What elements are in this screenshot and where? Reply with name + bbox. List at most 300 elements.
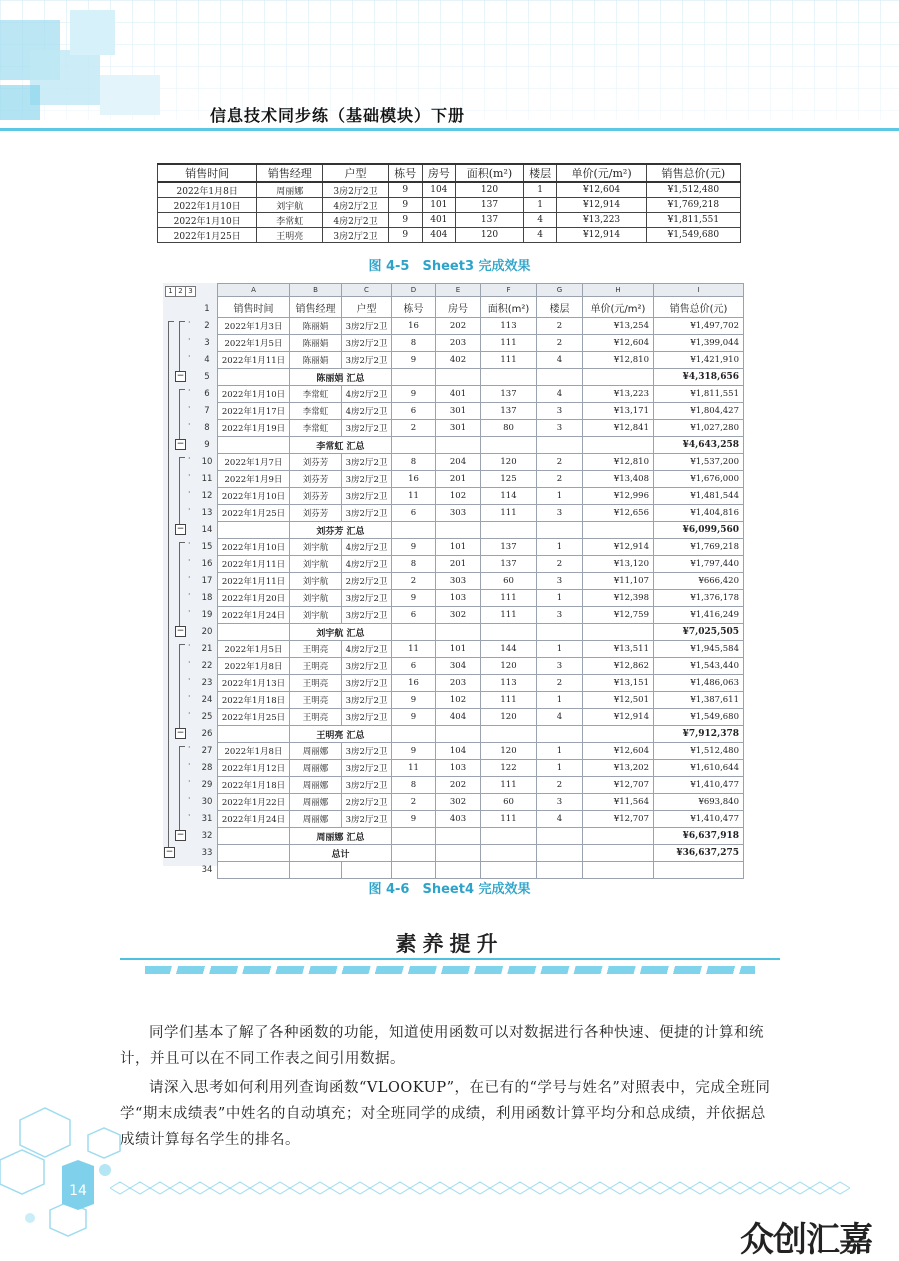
sheet-cell[interactable] xyxy=(537,624,583,641)
sheet-header-cell[interactable]: 销售经理 xyxy=(290,297,342,318)
sheet-cell[interactable] xyxy=(218,369,290,386)
subtotal-value[interactable]: ¥6,099,560 xyxy=(654,522,744,539)
sheet-cell[interactable]: 402 xyxy=(436,352,481,369)
sheet-cell[interactable]: ¥1,410,477 xyxy=(654,777,744,794)
sheet-cell[interactable]: 6 xyxy=(392,505,436,522)
sheet-cell[interactable]: ¥1,549,680 xyxy=(654,709,744,726)
sheet-cell[interactable]: 101 xyxy=(436,539,481,556)
sheet-cell[interactable]: 王明亮 xyxy=(290,675,342,692)
sheet-cell[interactable]: 2022年1月9日 xyxy=(218,471,290,488)
sheet-cell[interactable]: 3 xyxy=(537,505,583,522)
sheet-cell[interactable]: 111 xyxy=(481,590,537,607)
row-number[interactable]: 9 xyxy=(204,440,210,450)
row-number[interactable]: 22 xyxy=(201,661,213,671)
sheet-header-cell[interactable]: 面积(m²) xyxy=(481,297,537,318)
sheet-cell[interactable]: 2022年1月11日 xyxy=(218,573,290,590)
row-number[interactable]: 31 xyxy=(201,814,213,824)
sheet-cell[interactable]: 120 xyxy=(481,658,537,675)
sheet-cell[interactable] xyxy=(436,845,481,862)
sheet-cell[interactable]: 120 xyxy=(481,709,537,726)
sheet-cell[interactable]: 3房2厅2卫 xyxy=(342,692,392,709)
sheet-cell[interactable]: 4房2厅2卫 xyxy=(342,539,392,556)
sheet-cell[interactable]: ¥1,804,427 xyxy=(654,403,744,420)
sheet-cell[interactable] xyxy=(392,624,436,641)
sheet-cell[interactable]: 4房2厅2卫 xyxy=(342,386,392,403)
sheet-cell[interactable]: 3房2厅2卫 xyxy=(342,488,392,505)
subtotal-value[interactable]: ¥6,637,918 xyxy=(654,828,744,845)
sheet-cell[interactable]: ¥12,398 xyxy=(583,590,654,607)
sheet-cell[interactable]: 2022年1月5日 xyxy=(218,335,290,352)
sheet-cell[interactable] xyxy=(392,437,436,454)
sheet-cell[interactable] xyxy=(218,437,290,454)
sheet-cell[interactable] xyxy=(481,624,537,641)
sheet-cell[interactable] xyxy=(654,862,744,879)
sheet-cell[interactable]: 2022年1月18日 xyxy=(218,692,290,709)
sheet-cell[interactable]: 3房2厅2卫 xyxy=(342,352,392,369)
row-number[interactable]: 8 xyxy=(204,423,210,433)
sheet-cell[interactable]: 60 xyxy=(481,573,537,590)
sheet-cell[interactable]: 203 xyxy=(436,675,481,692)
sheet-cell[interactable]: ¥13,151 xyxy=(583,675,654,692)
sheet-cell[interactable]: 3房2厅2卫 xyxy=(342,709,392,726)
sheet-cell[interactable]: 2022年1月10日 xyxy=(218,488,290,505)
subtotal-label[interactable]: 刘宇航 汇总 xyxy=(290,624,392,641)
sheet-cell[interactable] xyxy=(436,862,481,879)
subtotal-value[interactable]: ¥4,643,258 xyxy=(654,437,744,454)
subtotal-value[interactable]: ¥4,318,656 xyxy=(654,369,744,386)
sheet-cell[interactable]: 111 xyxy=(481,777,537,794)
row-number[interactable]: 27 xyxy=(201,746,213,756)
row-number[interactable]: 33 xyxy=(201,848,213,858)
sheet-cell[interactable]: 陈丽娟 xyxy=(290,335,342,352)
sheet-cell[interactable] xyxy=(537,437,583,454)
sheet-cell[interactable]: 刘芬芳 xyxy=(290,454,342,471)
column-letter[interactable]: E xyxy=(436,284,481,297)
sheet-cell[interactable]: 3房2厅2卫 xyxy=(342,454,392,471)
row-number[interactable]: 4 xyxy=(204,355,210,365)
sheet-cell[interactable]: 刘芬芳 xyxy=(290,471,342,488)
row-number[interactable]: 11 xyxy=(201,474,213,484)
sheet-cell[interactable]: 王明亮 xyxy=(290,641,342,658)
sheet-cell[interactable]: 1 xyxy=(537,641,583,658)
sheet-header-cell[interactable]: 房号 xyxy=(436,297,481,318)
sheet-cell[interactable]: 2022年1月25日 xyxy=(218,709,290,726)
row-number[interactable]: 10 xyxy=(201,457,213,467)
sheet-cell[interactable] xyxy=(342,862,392,879)
sheet-cell[interactable]: ¥1,543,440 xyxy=(654,658,744,675)
sheet-cell[interactable]: 302 xyxy=(436,607,481,624)
sheet-cell[interactable]: 3 xyxy=(537,573,583,590)
sheet-cell[interactable]: 2022年1月11日 xyxy=(218,352,290,369)
sheet-cell[interactable]: 2022年1月24日 xyxy=(218,607,290,624)
sheet-header-cell[interactable]: 楼层 xyxy=(537,297,583,318)
sheet-cell[interactable]: ¥12,707 xyxy=(583,777,654,794)
sheet-cell[interactable]: 6 xyxy=(392,607,436,624)
sheet-cell[interactable]: ¥12,810 xyxy=(583,454,654,471)
sheet-cell[interactable]: ¥1,416,249 xyxy=(654,607,744,624)
column-letter[interactable]: F xyxy=(481,284,537,297)
sheet-cell[interactable] xyxy=(481,845,537,862)
sheet-cell[interactable]: ¥1,404,816 xyxy=(654,505,744,522)
sheet-cell[interactable]: ¥693,840 xyxy=(654,794,744,811)
sheet-cell[interactable]: 王明亮 xyxy=(290,658,342,675)
sheet-cell[interactable]: 404 xyxy=(436,709,481,726)
outline-level-button[interactable]: 2 xyxy=(175,286,186,297)
subtotal-value[interactable]: ¥7,025,505 xyxy=(654,624,744,641)
collapse-group-button[interactable]: − xyxy=(176,524,185,534)
sheet-header-cell[interactable]: 销售时间 xyxy=(218,297,290,318)
row-number[interactable]: 23 xyxy=(201,678,213,688)
sheet-cell[interactable]: ¥1,399,044 xyxy=(654,335,744,352)
sheet-cell[interactable]: 2022年1月8日 xyxy=(218,658,290,675)
subtotal-label[interactable]: 王明亮 汇总 xyxy=(290,726,392,743)
sheet-cell[interactable]: ¥1,027,280 xyxy=(654,420,744,437)
sheet-cell[interactable]: ¥666,420 xyxy=(654,573,744,590)
sheet-cell[interactable]: 刘宇航 xyxy=(290,590,342,607)
sheet-cell[interactable]: 3 xyxy=(537,420,583,437)
sheet-cell[interactable]: 8 xyxy=(392,335,436,352)
row-number[interactable]: 2 xyxy=(204,321,210,331)
sheet-cell[interactable]: 4 xyxy=(537,811,583,828)
row-number[interactable]: 6 xyxy=(204,389,210,399)
sheet-cell[interactable] xyxy=(218,845,290,862)
sheet-cell[interactable]: 2022年1月17日 xyxy=(218,403,290,420)
sheet-cell[interactable]: 2022年1月20日 xyxy=(218,590,290,607)
sheet-cell[interactable] xyxy=(481,726,537,743)
sheet-cell[interactable]: 2 xyxy=(537,556,583,573)
sheet-cell[interactable]: 刘芬芳 xyxy=(290,488,342,505)
sheet-cell[interactable]: 120 xyxy=(481,454,537,471)
row-number[interactable]: 19 xyxy=(201,610,213,620)
row-number[interactable]: 21 xyxy=(201,644,213,654)
sheet-cell[interactable] xyxy=(583,369,654,386)
sheet-cell[interactable] xyxy=(481,522,537,539)
sheet-cell[interactable]: 1 xyxy=(537,692,583,709)
sheet-cell[interactable]: 301 xyxy=(436,403,481,420)
sheet-cell[interactable]: 3房2厅2卫 xyxy=(342,811,392,828)
outline-level-button[interactable]: 3 xyxy=(185,286,196,297)
sheet-cell[interactable]: 137 xyxy=(481,539,537,556)
subtotal-label[interactable]: 周丽娜 汇总 xyxy=(290,828,392,845)
sheet-cell[interactable]: 9 xyxy=(392,709,436,726)
sheet-header-cell[interactable]: 单价(元/m²) xyxy=(583,297,654,318)
sheet-cell[interactable]: 102 xyxy=(436,488,481,505)
sheet-cell[interactable]: 8 xyxy=(392,777,436,794)
sheet-cell[interactable]: ¥1,797,440 xyxy=(654,556,744,573)
sheet-cell[interactable]: ¥13,511 xyxy=(583,641,654,658)
sheet-cell[interactable]: 303 xyxy=(436,505,481,522)
sheet-cell[interactable] xyxy=(583,862,654,879)
sheet-cell[interactable]: 16 xyxy=(392,471,436,488)
sheet-cell[interactable]: 125 xyxy=(481,471,537,488)
sheet-cell[interactable]: ¥12,707 xyxy=(583,811,654,828)
sheet-cell[interactable] xyxy=(218,624,290,641)
sheet-cell[interactable] xyxy=(436,828,481,845)
column-letter[interactable]: G xyxy=(537,284,583,297)
sheet-cell[interactable] xyxy=(481,437,537,454)
sheet-cell[interactable]: ¥1,769,218 xyxy=(654,539,744,556)
row-number[interactable]: 30 xyxy=(201,797,213,807)
sheet-cell[interactable] xyxy=(218,726,290,743)
column-letter[interactable]: B xyxy=(290,284,342,297)
sheet-cell[interactable]: 2 xyxy=(537,454,583,471)
sheet-cell[interactable]: 3房2厅2卫 xyxy=(342,760,392,777)
sheet-cell[interactable]: 9 xyxy=(392,743,436,760)
sheet-cell[interactable] xyxy=(481,828,537,845)
sheet-cell[interactable]: 3房2厅2卫 xyxy=(342,505,392,522)
row-number[interactable]: 3 xyxy=(204,338,210,348)
sheet-cell[interactable]: ¥12,841 xyxy=(583,420,654,437)
sheet-cell[interactable]: 3房2厅2卫 xyxy=(342,658,392,675)
sheet-cell[interactable] xyxy=(537,522,583,539)
sheet-cell[interactable]: 周丽娜 xyxy=(290,811,342,828)
sheet-cell[interactable]: 204 xyxy=(436,454,481,471)
sheet-cell[interactable]: 9 xyxy=(392,811,436,828)
column-letter[interactable]: H xyxy=(583,284,654,297)
sheet-header-cell[interactable]: 栋号 xyxy=(392,297,436,318)
sheet-cell[interactable]: 111 xyxy=(481,607,537,624)
row-number[interactable]: 18 xyxy=(201,593,213,603)
row-number[interactable]: 32 xyxy=(201,831,213,841)
sheet-cell[interactable]: ¥13,254 xyxy=(583,318,654,335)
sheet-cell[interactable]: ¥13,223 xyxy=(583,386,654,403)
sheet-cell[interactable]: 2 xyxy=(392,420,436,437)
row-number[interactable]: 24 xyxy=(201,695,213,705)
column-letter[interactable]: I xyxy=(654,284,744,297)
sheet-cell[interactable]: 1 xyxy=(537,539,583,556)
sheet-cell[interactable] xyxy=(436,522,481,539)
sheet-cell[interactable] xyxy=(537,726,583,743)
sheet-cell[interactable]: 2022年1月11日 xyxy=(218,556,290,573)
row-number[interactable]: 25 xyxy=(201,712,213,722)
sheet-cell[interactable] xyxy=(392,522,436,539)
sheet-cell[interactable]: 11 xyxy=(392,760,436,777)
sheet-cell[interactable]: ¥1,610,644 xyxy=(654,760,744,777)
row-number[interactable]: 13 xyxy=(201,508,213,518)
row-number[interactable]: 1 xyxy=(204,304,210,314)
sheet-cell[interactable]: 2022年1月12日 xyxy=(218,760,290,777)
sheet-cell[interactable] xyxy=(583,522,654,539)
sheet-cell[interactable]: ¥12,604 xyxy=(583,335,654,352)
sheet-cell[interactable]: ¥1,486,063 xyxy=(654,675,744,692)
column-letter[interactable]: C xyxy=(342,284,392,297)
sheet-cell[interactable] xyxy=(583,845,654,862)
subtotal-value[interactable]: ¥7,912,378 xyxy=(654,726,744,743)
sheet-cell[interactable] xyxy=(218,828,290,845)
row-number[interactable]: 17 xyxy=(201,576,213,586)
sheet-cell[interactable]: ¥1,497,702 xyxy=(654,318,744,335)
sheet-cell[interactable]: 2 xyxy=(537,471,583,488)
sheet-cell[interactable]: ¥1,945,584 xyxy=(654,641,744,658)
row-number[interactable]: 12 xyxy=(201,491,213,501)
subtotal-value[interactable]: ¥36,637,275 xyxy=(654,845,744,862)
sheet-cell[interactable]: 3房2厅2卫 xyxy=(342,318,392,335)
sheet-cell[interactable]: 王明亮 xyxy=(290,709,342,726)
sheet-cell[interactable]: ¥12,914 xyxy=(583,709,654,726)
row-number[interactable]: 20 xyxy=(201,627,213,637)
sheet-cell[interactable]: 2 xyxy=(537,777,583,794)
sheet-cell[interactable]: 6 xyxy=(392,403,436,420)
sheet-cell[interactable]: 304 xyxy=(436,658,481,675)
sheet-cell[interactable]: ¥13,202 xyxy=(583,760,654,777)
sheet-cell[interactable]: 201 xyxy=(436,556,481,573)
sheet-cell[interactable] xyxy=(583,624,654,641)
sheet-cell[interactable]: 2 xyxy=(537,675,583,692)
sheet-cell[interactable]: 刘宇航 xyxy=(290,573,342,590)
sheet-cell[interactable]: 101 xyxy=(436,641,481,658)
sheet-cell[interactable]: 4 xyxy=(537,386,583,403)
sheet-cell[interactable] xyxy=(436,624,481,641)
sheet-cell[interactable]: 3 xyxy=(537,658,583,675)
row-number[interactable]: 29 xyxy=(201,780,213,790)
sheet-cell[interactable]: 403 xyxy=(436,811,481,828)
sheet-cell[interactable]: 111 xyxy=(481,692,537,709)
row-number[interactable]: 14 xyxy=(201,525,213,535)
sheet-cell[interactable] xyxy=(392,845,436,862)
sheet-cell[interactable]: 1 xyxy=(537,590,583,607)
sheet-cell[interactable]: 104 xyxy=(436,743,481,760)
row-number[interactable]: 7 xyxy=(204,406,210,416)
sheet-cell[interactable]: 陈丽娟 xyxy=(290,352,342,369)
sheet-cell[interactable]: 周丽娜 xyxy=(290,794,342,811)
sheet-cell[interactable] xyxy=(481,369,537,386)
sheet-cell[interactable]: ¥13,171 xyxy=(583,403,654,420)
sheet-cell[interactable] xyxy=(436,437,481,454)
sheet-cell[interactable]: 刘宇航 xyxy=(290,607,342,624)
sheet-cell[interactable]: 2 xyxy=(392,573,436,590)
sheet-cell[interactable]: 2 xyxy=(392,794,436,811)
sheet-cell[interactable]: ¥1,387,611 xyxy=(654,692,744,709)
sheet-cell[interactable]: 刘宇航 xyxy=(290,556,342,573)
sheet-cell[interactable]: 103 xyxy=(436,590,481,607)
sheet-cell[interactable]: 113 xyxy=(481,675,537,692)
sheet-cell[interactable]: 周丽娜 xyxy=(290,777,342,794)
sheet-cell[interactable]: 60 xyxy=(481,794,537,811)
sheet-cell[interactable]: ¥1,376,178 xyxy=(654,590,744,607)
sheet-cell[interactable]: 11 xyxy=(392,488,436,505)
row-number[interactable]: 15 xyxy=(201,542,213,552)
outline-level-button[interactable]: 1 xyxy=(165,286,176,297)
sheet-header-cell[interactable]: 销售总价(元) xyxy=(654,297,744,318)
sheet-cell[interactable]: 2022年1月8日 xyxy=(218,743,290,760)
row-number[interactable]: 26 xyxy=(201,729,213,739)
sheet-cell[interactable]: 3 xyxy=(537,794,583,811)
sheet-cell[interactable]: 8 xyxy=(392,454,436,471)
column-letter[interactable]: D xyxy=(392,284,436,297)
row-number[interactable]: 5 xyxy=(204,372,210,382)
sheet-cell[interactable]: 1 xyxy=(537,743,583,760)
sheet-cell[interactable]: 李常虹 xyxy=(290,403,342,420)
sheet-cell[interactable]: 203 xyxy=(436,335,481,352)
sheet-cell[interactable]: 陈丽娟 xyxy=(290,318,342,335)
sheet-cell[interactable]: 6 xyxy=(392,658,436,675)
sheet-cell[interactable]: 302 xyxy=(436,794,481,811)
sheet-cell[interactable]: ¥12,862 xyxy=(583,658,654,675)
subtotal-label[interactable]: 刘芬芳 汇总 xyxy=(290,522,392,539)
sheet-cell[interactable]: 刘芬芳 xyxy=(290,505,342,522)
sheet-cell[interactable]: 111 xyxy=(481,352,537,369)
sheet-cell[interactable] xyxy=(392,369,436,386)
sheet-cell[interactable]: 111 xyxy=(481,335,537,352)
sheet-cell[interactable]: 3房2厅2卫 xyxy=(342,471,392,488)
sheet-cell[interactable]: 4 xyxy=(537,709,583,726)
sheet-cell[interactable]: 3房2厅2卫 xyxy=(342,420,392,437)
subtotal-label[interactable]: 陈丽娟 汇总 xyxy=(290,369,392,386)
sheet-cell[interactable]: 王明亮 xyxy=(290,692,342,709)
sheet-cell[interactable]: 4房2厅2卫 xyxy=(342,403,392,420)
sheet-cell[interactable]: 3房2厅2卫 xyxy=(342,675,392,692)
sheet-cell[interactable] xyxy=(436,369,481,386)
sheet-cell[interactable]: 3房2厅2卫 xyxy=(342,590,392,607)
sheet-cell[interactable]: 李常虹 xyxy=(290,420,342,437)
sheet-cell[interactable] xyxy=(583,437,654,454)
sheet-cell[interactable]: 137 xyxy=(481,556,537,573)
sheet-cell[interactable]: ¥1,410,477 xyxy=(654,811,744,828)
sheet-cell[interactable]: ¥11,107 xyxy=(583,573,654,590)
sheet-cell[interactable]: 2022年1月10日 xyxy=(218,539,290,556)
sheet-cell[interactable]: 2 xyxy=(537,335,583,352)
sheet-cell[interactable] xyxy=(218,862,290,879)
sheet-cell[interactable]: 9 xyxy=(392,590,436,607)
sheet-cell[interactable]: 周丽娜 xyxy=(290,743,342,760)
sheet-cell[interactable] xyxy=(290,862,342,879)
sheet-cell[interactable]: 4 xyxy=(537,352,583,369)
sheet-cell[interactable]: 2022年1月22日 xyxy=(218,794,290,811)
sheet-cell[interactable]: 9 xyxy=(392,352,436,369)
sheet-cell[interactable]: ¥12,810 xyxy=(583,352,654,369)
sheet-cell[interactable]: ¥1,676,000 xyxy=(654,471,744,488)
sheet-cell[interactable] xyxy=(392,828,436,845)
sheet-cell[interactable] xyxy=(537,862,583,879)
sheet-cell[interactable] xyxy=(537,369,583,386)
subtotal-label[interactable]: 总计 xyxy=(290,845,392,862)
sheet-cell[interactable]: ¥13,120 xyxy=(583,556,654,573)
sheet-cell[interactable]: ¥12,501 xyxy=(583,692,654,709)
sheet-cell[interactable]: 3 xyxy=(537,403,583,420)
sheet-cell[interactable]: 2022年1月5日 xyxy=(218,641,290,658)
sheet-cell[interactable]: 122 xyxy=(481,760,537,777)
sheet-cell[interactable] xyxy=(481,862,537,879)
sheet-cell[interactable]: 1 xyxy=(537,488,583,505)
sheet-cell[interactable]: 2022年1月18日 xyxy=(218,777,290,794)
sheet-cell[interactable]: 111 xyxy=(481,505,537,522)
sheet-cell[interactable]: ¥13,408 xyxy=(583,471,654,488)
sheet-cell[interactable]: ¥1,512,480 xyxy=(654,743,744,760)
sheet-cell[interactable]: 202 xyxy=(436,318,481,335)
collapse-all-button[interactable]: − xyxy=(165,847,174,857)
sheet-cell[interactable]: ¥1,481,544 xyxy=(654,488,744,505)
collapse-group-button[interactable]: − xyxy=(176,830,185,840)
sheet-cell[interactable]: 1 xyxy=(537,760,583,777)
collapse-group-button[interactable]: − xyxy=(176,439,185,449)
sheet-cell[interactable]: ¥12,996 xyxy=(583,488,654,505)
sheet-cell[interactable]: 8 xyxy=(392,556,436,573)
sheet-cell[interactable]: 137 xyxy=(481,386,537,403)
row-number[interactable]: 28 xyxy=(201,763,213,773)
sheet-cell[interactable]: 周丽娜 xyxy=(290,760,342,777)
sheet-cell[interactable]: 111 xyxy=(481,811,537,828)
sheet-cell[interactable]: 2房2厅2卫 xyxy=(342,794,392,811)
sheet-cell[interactable]: 4房2厅2卫 xyxy=(342,641,392,658)
sheet-cell[interactable]: 2022年1月19日 xyxy=(218,420,290,437)
sheet-cell[interactable] xyxy=(583,726,654,743)
sheet-cell[interactable] xyxy=(218,522,290,539)
sheet-cell[interactable]: 137 xyxy=(481,403,537,420)
sheet-cell[interactable]: ¥12,759 xyxy=(583,607,654,624)
sheet-header-cell[interactable]: 户型 xyxy=(342,297,392,318)
subtotal-label[interactable]: 李常虹 汇总 xyxy=(290,437,392,454)
column-letter[interactable]: A xyxy=(218,284,290,297)
